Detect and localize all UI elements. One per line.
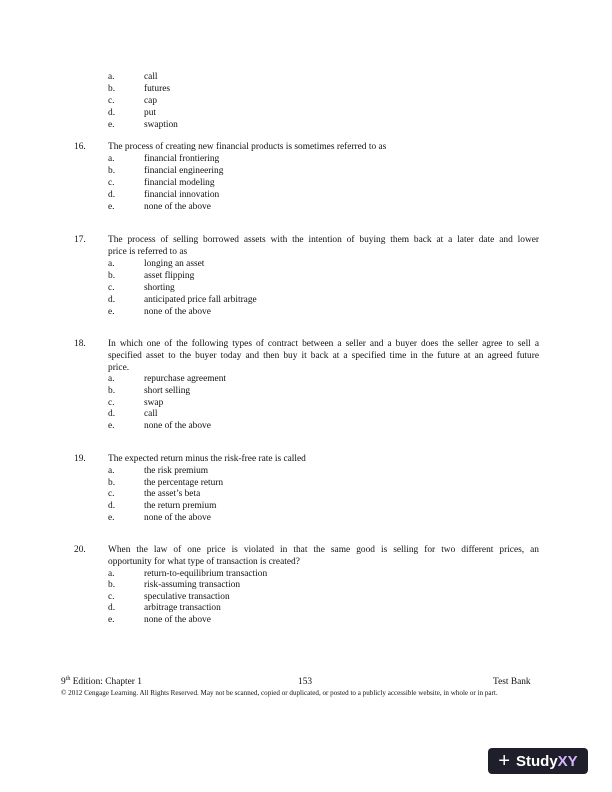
- option-text: financial innovation: [144, 190, 220, 200]
- option-text: financial frontiering: [144, 154, 220, 164]
- question-number: 20.: [74, 545, 86, 555]
- option-letter: c.: [108, 489, 115, 499]
- footer-edition: [61, 677, 142, 688]
- option-letter: c.: [108, 592, 115, 602]
- question-number: 19.: [74, 454, 86, 464]
- option-letter: d.: [108, 501, 116, 511]
- option-letter: e.: [108, 307, 115, 317]
- option-text: swap: [144, 398, 164, 408]
- option-letter: d.: [108, 409, 116, 419]
- option-text: financial modeling: [144, 178, 215, 188]
- option-text: the asset’s beta: [144, 489, 201, 499]
- option-letter: e.: [108, 615, 115, 625]
- option-text: return-to-equilibrium transaction: [144, 569, 268, 579]
- question-text: When the law of one price is violated in that the same good is selling for two different prices, an: [108, 545, 539, 555]
- option-letter: a.: [108, 466, 115, 476]
- option-text: asset flipping: [144, 271, 195, 281]
- option-text: short selling: [144, 386, 191, 396]
- option-text: longing an asset: [144, 259, 205, 269]
- option-letter: b.: [108, 580, 116, 590]
- option-text: futures: [144, 84, 171, 94]
- option-text: call: [144, 409, 158, 419]
- option-text: none of the above: [144, 202, 211, 212]
- option-letter: a.: [108, 72, 115, 82]
- question-number: 18.: [74, 339, 86, 349]
- option-letter: b.: [108, 386, 116, 396]
- option-letter: e.: [108, 202, 115, 212]
- option-letter: d.: [108, 603, 116, 613]
- option-letter: b.: [108, 166, 116, 176]
- option-letter: d.: [108, 295, 116, 305]
- option-text: risk-assuming transaction: [144, 580, 241, 590]
- question-number: 16.: [74, 142, 86, 152]
- option-text: anticipated price fall arbitrage: [144, 295, 257, 305]
- copyright-notice: © 2012 Cengage Learning. All Rights Reserved. May not be scanned, copied or duplicated, or posted to a publicly accessible website, in whole or in part.: [61, 689, 498, 697]
- option-letter: e.: [108, 120, 115, 130]
- question-text: The process of selling borrowed assets with the intention of buying them back at a later date and lower: [108, 235, 539, 245]
- plus-icon: +: [498, 750, 510, 772]
- option-text: put: [144, 108, 156, 118]
- page-number: 153: [298, 677, 313, 687]
- edition-superscript: th: [65, 675, 71, 682]
- option-letter: c.: [108, 96, 115, 106]
- edition-chapter: Edition: Chapter 1: [70, 677, 142, 687]
- option-text: none of the above: [144, 307, 211, 317]
- option-text: repurchase agreement: [144, 374, 226, 384]
- option-letter: c.: [108, 178, 115, 188]
- studyxy-badge[interactable]: [488, 748, 588, 774]
- option-text: the risk premium: [144, 466, 209, 476]
- badge-xy-text: XY: [557, 752, 578, 770]
- option-text: none of the above: [144, 513, 211, 523]
- option-letter: b.: [108, 84, 116, 94]
- question-number: 17.: [74, 235, 86, 245]
- option-letter: a.: [108, 154, 115, 164]
- option-letter: b.: [108, 478, 116, 488]
- option-text: the return premium: [144, 501, 217, 511]
- question-text: The expected return minus the risk-free rate is called: [108, 454, 306, 464]
- option-letter: e.: [108, 421, 115, 431]
- option-text: the percentage return: [144, 478, 224, 488]
- option-letter: a.: [108, 569, 115, 579]
- option-text: shorting: [144, 283, 175, 293]
- option-letter: d.: [108, 190, 116, 200]
- option-text: none of the above: [144, 421, 211, 431]
- option-text: financial engineering: [144, 166, 224, 176]
- option-letter: c.: [108, 398, 115, 408]
- option-text: cap: [144, 96, 158, 106]
- question-text: price.: [108, 363, 130, 373]
- question-text: In which one of the following types of contract between a seller and a buyer does the seller agree to sell a: [108, 339, 539, 349]
- question-text: specified asset to the buyer today and then buy it back at a specified time in the future at an agreed future: [108, 351, 539, 361]
- option-letter: a.: [108, 259, 115, 269]
- option-letter: d.: [108, 108, 116, 118]
- footer-test-bank: Test Bank: [493, 677, 531, 687]
- option-letter: c.: [108, 283, 115, 293]
- option-text: arbitrage transaction: [144, 603, 221, 613]
- option-text: none of the above: [144, 615, 211, 625]
- option-text: speculative transaction: [144, 592, 230, 602]
- option-letter: b.: [108, 271, 116, 281]
- option-letter: a.: [108, 374, 115, 384]
- edition-number: 9: [61, 677, 66, 687]
- question-text: The process of creating new financial products is sometimes referred to as: [108, 142, 387, 152]
- question-text: opportunity for what type of transaction is created?: [108, 557, 300, 567]
- option-text: call: [144, 72, 158, 82]
- option-text: swaption: [144, 120, 178, 130]
- question-text: price is referred to as: [108, 247, 188, 257]
- option-letter: e.: [108, 513, 115, 523]
- badge-study-text: Study: [516, 752, 558, 770]
